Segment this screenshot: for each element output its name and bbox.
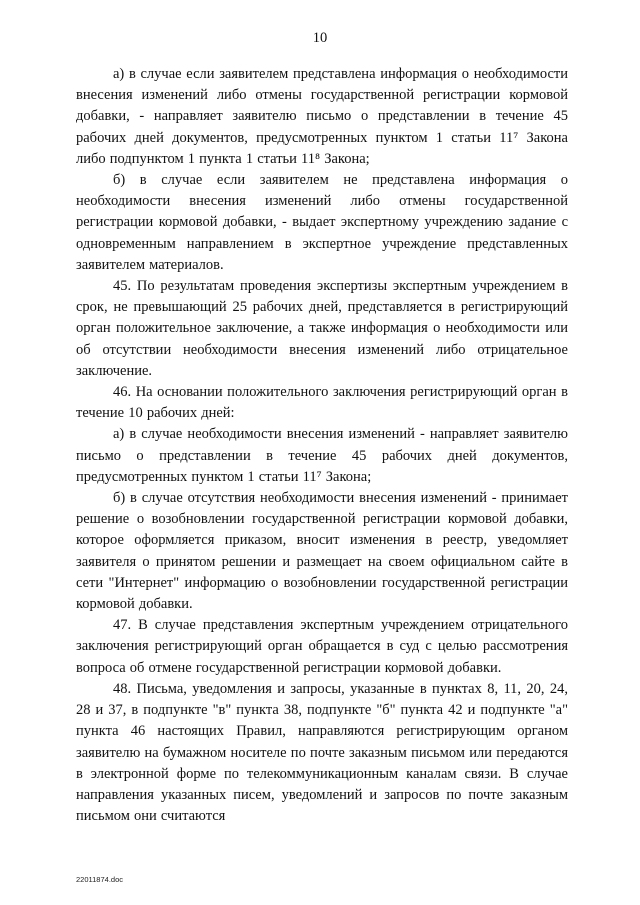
document-body <box>76 64 568 827</box>
paragraph-44a: а) в случае если заявителем представлена информация о необходимости внесения изменений либо отмены государственной регистрации кормовой добавки, - направляет заявителю письмо о представлении в течение 45 рабочих дней документов, предусмотренных пунктом 1 статьи 11⁷ Закона либо подпунктом 1 пункта 1 статьи 11⁸ Закона; <box>76 66 568 167</box>
paragraph-47: 47. В случае представления экспертным учреждением отрицательного заключения регистрирующий орган обращается в суд с целью рассмотрения вопроса об отмене государственной регистрации кормовой добавки. <box>76 617 568 676</box>
footer-filename: 22011874.doc <box>76 875 123 884</box>
page-number: 10 <box>312 30 328 46</box>
paragraph-44b: б) в случае если заявителем не представлена информация о необходимости внесения изменений либо отмены государственной регистрации кормовой добавки, - выдает экспертному учреждению задание с одновременным направлением в экспертное учреждение представленных заявителем материалов. <box>76 172 568 273</box>
paragraph-46a: а) в случае необходимости внесения изменений - направляет заявителю письмо о представлении в течение 45 рабочих дней документов, предусмотренных пунктом 1 статьи 11⁷ Закона; <box>76 426 568 485</box>
paragraph-46b: б) в случае отсутствия необходимости внесения изменений - принимает решение о возобновлении государственной регистрации кормовой добавки, которое оформляется приказом, вносит изменения в реестр, уведомляет заявителя о принятом решении и размещает на своем официальном сайте в сети "Интернет" информацию о возобновлении государственной регистрации кормовой добавки. <box>76 490 568 613</box>
paragraph-45: 45. По результатам проведения экспертизы экспертным учреждением в срок, не превышающий 25 рабочих дней, представляется в регистрирующий орган положительное заключение, а также информация о необходимости или об отсутствии необходимости внесения изменений либо отрицательное заключение. <box>76 278 568 379</box>
paragraph-46: 46. На основании положительного заключения регистрирующий орган в течение 10 рабочих дней: <box>76 384 568 422</box>
paragraph-48: 48. Письма, уведомления и запросы, указанные в пунктах 8, 11, 20, 24, 28 и 37, в подпункте "в" пункта 38, подпункте "б" пункта 42 и подпункте "а" пункта 46 настоящих Правил, направляются регистрирующим органом заявителю на бумажном носителе по почте заказным письмом или передаются в электронной форме по телекоммуникационным каналам связи. В случае направления указанных писем, уведомлений и запросов по почте заказным письмом они считаются <box>76 680 568 825</box>
